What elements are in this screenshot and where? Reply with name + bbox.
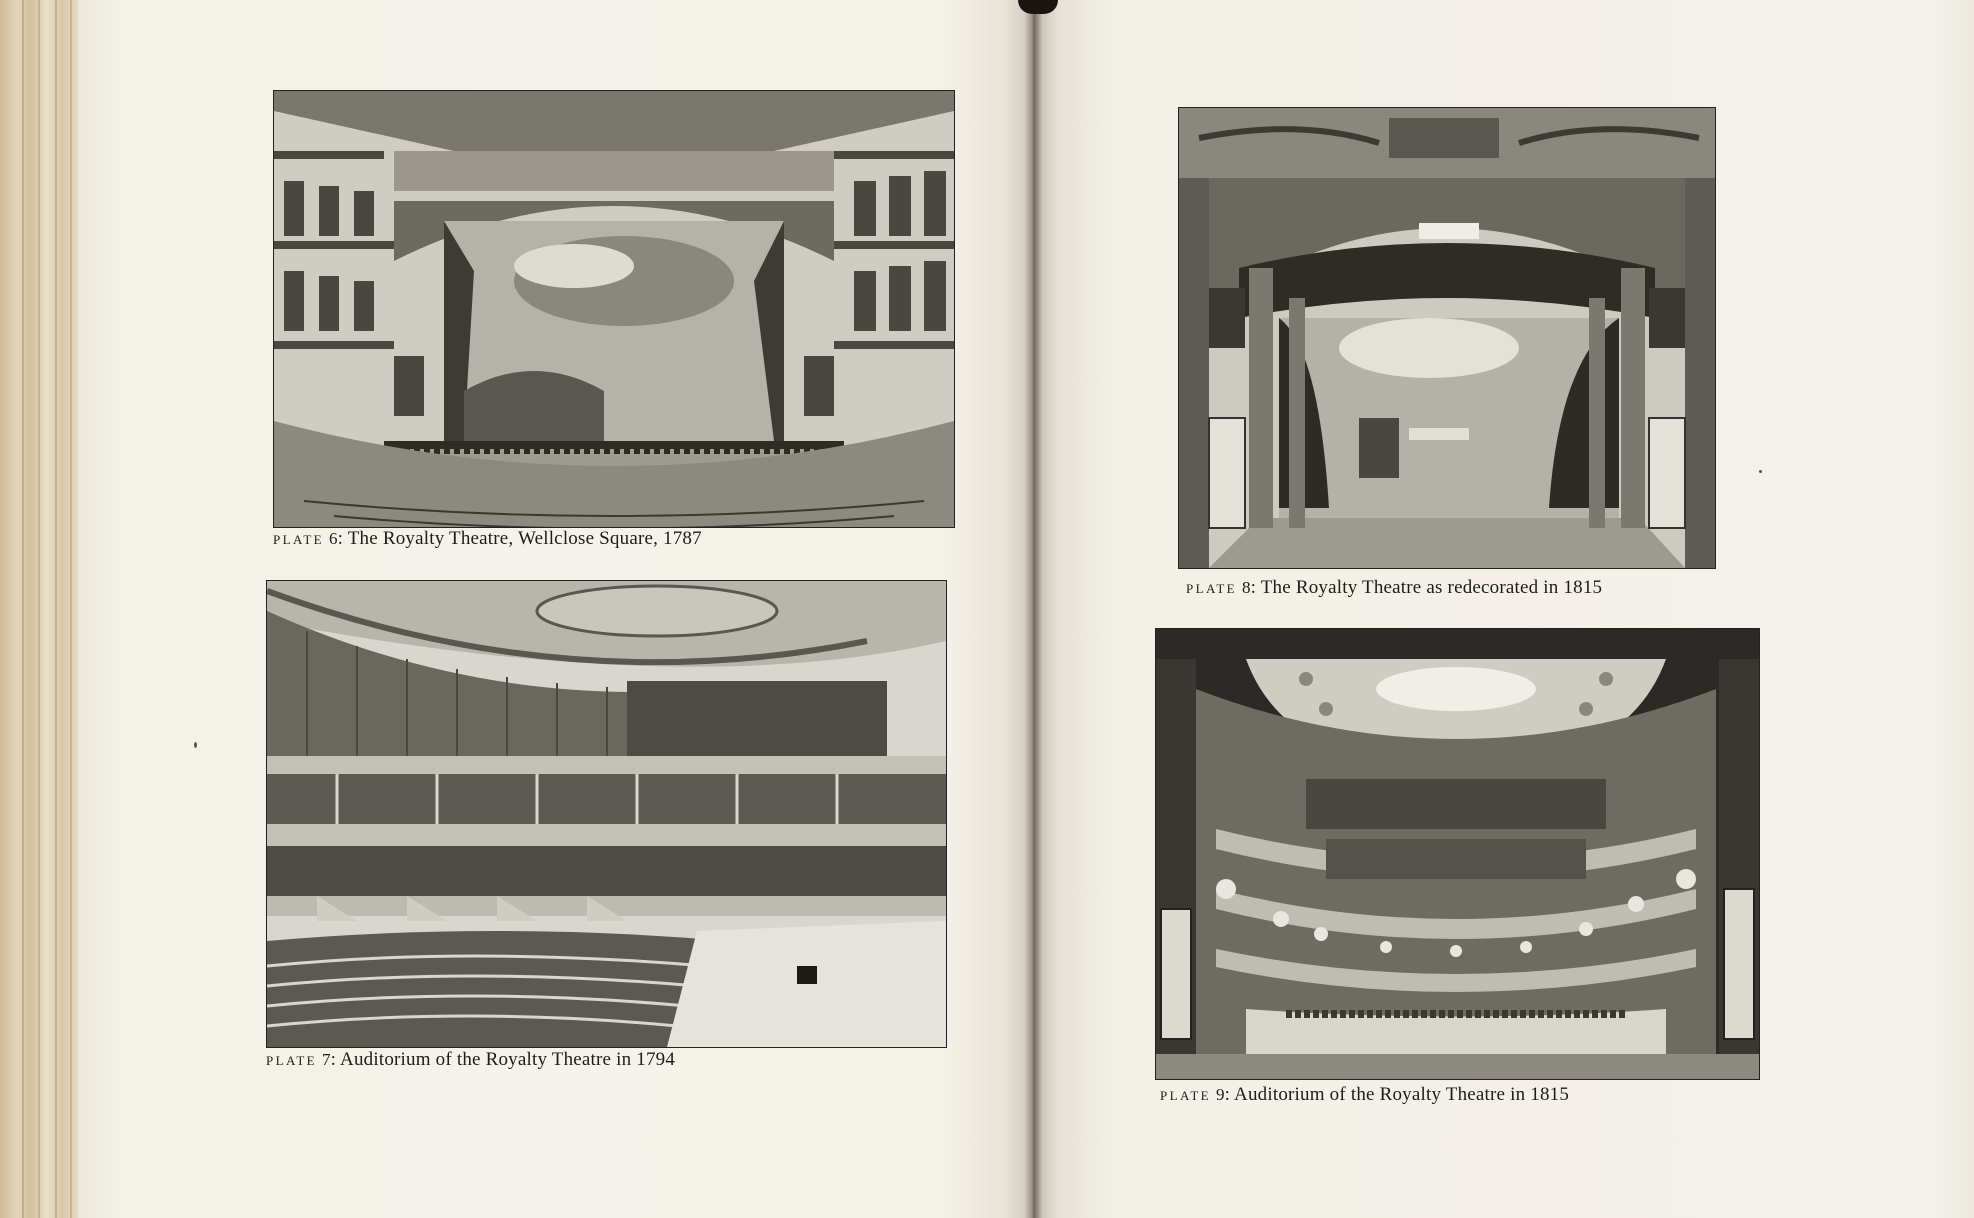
plate-7-title: Auditorium of the Royalty Theatre in 1794 — [340, 1049, 676, 1070]
plate-8-number: 8 — [1241, 578, 1251, 597]
plate-6-caption: PLATE 6: The Royalty Theatre, Wellclose Square, 1787 — [273, 528, 702, 549]
plate-9-image — [1155, 628, 1760, 1080]
plate-7-caption: PLATE 7: Auditorium of the Royalty Theatre in 1794 — [266, 1049, 676, 1070]
plate-6-image — [273, 90, 955, 528]
plate-9-label: PLATE — [1160, 1088, 1211, 1103]
plate-8-label: PLATE — [1186, 581, 1237, 596]
plate-8-title: The Royalty Theatre as redecorated in 1815 — [1260, 577, 1603, 598]
plate-8-caption: PLATE 8: The Royalty Theatre as redecorated in 1815 — [1186, 577, 1603, 598]
plate-7-label: PLATE — [266, 1053, 317, 1068]
plate-6-number: 6 — [328, 529, 338, 548]
plate-7-image — [266, 580, 947, 1048]
page-edges — [0, 0, 90, 1218]
plate-6-label: PLATE — [273, 532, 324, 547]
plate-9-title: Auditorium of the Royalty Theatre in 1815 — [1234, 1084, 1570, 1105]
paper-speck — [194, 742, 197, 748]
book-spine — [1024, 0, 1042, 1218]
plate-9-number: 9 — [1215, 1085, 1225, 1104]
plate-9-caption: PLATE 9: Auditorium of the Royalty Theatre in 1815 — [1160, 1084, 1570, 1105]
plate-6-title: The Royalty Theatre, Wellclose Square, 1787 — [347, 528, 702, 549]
paper-speck — [1759, 470, 1762, 473]
plate-8-image — [1178, 107, 1716, 569]
plate-7-number: 7 — [321, 1050, 331, 1069]
